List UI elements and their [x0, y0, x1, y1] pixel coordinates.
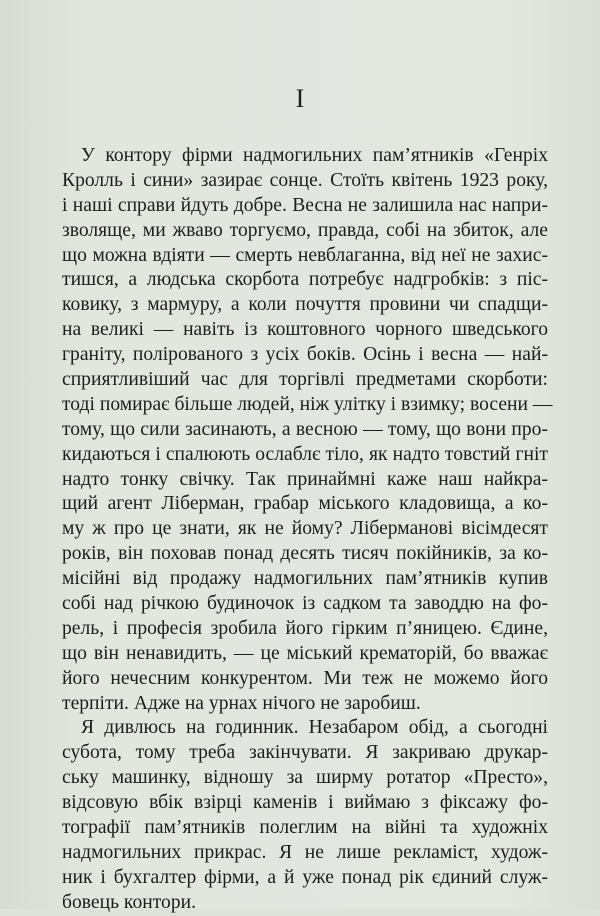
- body-text: [62, 144, 553, 916]
- text-line: субота, тому треба закінчувати. Я закриваю друкар-: [62, 742, 548, 764]
- text-line: терпіти. Адже на урнах нічого не заробиш.: [62, 692, 421, 714]
- text-line: надто тонку свічку. Так принаймні каже наш найкра-: [62, 468, 548, 490]
- text-line: щий агент Ліберман, грабар міського кладовища, а ко-: [62, 493, 548, 515]
- text-line: тишся, а людська скорбота потребує надгробків: з піс-: [62, 269, 548, 291]
- text-line: на великі — навіть із коштовного чорного шведського: [62, 319, 548, 341]
- text-line: Кролль і сини» зазирає сонце. Стоїть квітень 1923 року,: [62, 169, 548, 191]
- text-line: і наші справи йдуть добре. Весна не залишила нас напри-: [62, 194, 548, 216]
- text-line: тому, що сили засинають, а весною — тому, що вони про-: [62, 418, 548, 440]
- text-line: ник і бухгалтер фірми, а й уже понад рік єдиний служ-: [62, 866, 548, 888]
- text-line: тоді помирає більше людей, ніж улітку і взимку; восени —: [62, 393, 553, 415]
- text-line: зволяще, ми жваво торгуємо, правда, собі на збиток, але: [62, 219, 548, 241]
- text-line: ковику, з мармуру, а коли почуття провини чи спадщи-: [62, 294, 548, 316]
- text-line: ську машинку, відношу за ширму ротатор «Престо»,: [62, 767, 548, 789]
- text-line: тографії пам’ятників полеглим на війні та художніх: [62, 817, 548, 839]
- text-line: сприятливіший час для торгівлі предметами скорботи:: [62, 369, 548, 391]
- text-line: кидаються і спалюють ослаблє тіло, як надто товстий гніт: [62, 443, 548, 465]
- text-line: місійні від продажу надмогильних пам’ятників купив: [62, 568, 548, 590]
- text-line: У контору фірми надмогильних пам’ятників «Генріх: [81, 145, 548, 166]
- text-line: відсовую вбік взірці каменів і виймаю з фіксажу фо-: [62, 792, 548, 814]
- text-line: що він ненавидить, — це міський крематорій, бо вважає: [62, 642, 548, 664]
- text-line: собі над річкою будиночок із садком та заводдю на фо-: [62, 593, 548, 615]
- text-line: його нечесним конкурентом. Ми теж не можемо його: [62, 667, 548, 689]
- text-line: Я дивлюсь на годинник. Незабаром обід, а сьогодні: [81, 717, 548, 739]
- text-line: бовець контори.: [62, 891, 197, 913]
- text-line: років, він поховав понад десять тисяч покійників, за ко-: [62, 543, 548, 565]
- text-line: рель, і професія зробила його гірким п’яницею. Єдине,: [62, 617, 548, 639]
- text-line: що можна вдіяти — смерть невблаганна, від неї не захис-: [62, 244, 548, 266]
- text-line: граніту, полірованого з усіх боків. Осінь і весна — най-: [62, 344, 548, 366]
- text-line: му ж про це знати, як не йому? Ліберманові вісімдесят: [62, 518, 548, 540]
- chapter-number: I: [295, 84, 305, 113]
- text-line: надмогильних прикрас. Я не лише рекламіст, худож-: [62, 841, 548, 863]
